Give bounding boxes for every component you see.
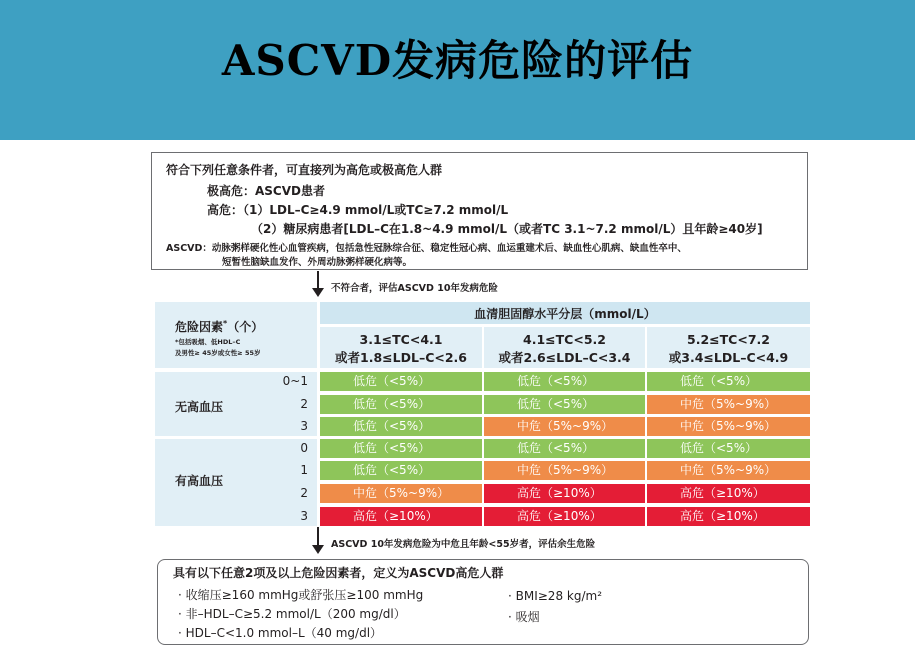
ascvd-definition-2: 短暂性脑缺血发作、外周动脉粥样硬化病等。 (222, 257, 413, 268)
risk-cell-mid: 中危（5%~9%） (647, 417, 810, 436)
arrow-2-shaft (317, 527, 319, 546)
risk-cell-low: 低危（<5%） (484, 372, 645, 391)
cholesterol-column-header (320, 327, 482, 368)
risk-list-item: · 吸烟 (508, 610, 540, 624)
column-range-tc: 5.2≤TC<7.2 (687, 332, 770, 347)
arrow-2-head (312, 545, 324, 554)
risk-factor-header: 危险因素*（个） (175, 319, 264, 334)
arrow-note-2: ASCVD 10年发病危险为中危且年龄<55岁者，评估余生危险 (331, 539, 596, 550)
risk-factor-count: 1 (300, 463, 308, 477)
group-label: 有高血压 (175, 474, 224, 488)
risk-factor-note-2: 及男性≥ 45岁或女性≥ 55岁 (175, 349, 261, 357)
column-range-tc: 3.1≤TC<4.1 (359, 332, 443, 347)
high-risk-line-2: （2）糖尿病患者[LDL–C在1.8~4.9 mmol/L（或者TC 3.1~7.2 mmol/L）且年龄≥40岁] (251, 222, 763, 236)
risk-cell-low: 低危（<5%） (320, 439, 482, 458)
column-range-ldl: 或3.4≤LDL–C<4.9 (668, 350, 789, 365)
high-risk-line-1: 高危：（1）LDL–C≥4.9 mmol/L或TC≥7.2 mmol/L (207, 203, 509, 217)
risk-cell-mid: 中危（5%~9%） (320, 484, 482, 503)
column-range-tc: 4.1≤TC<5.2 (523, 332, 606, 347)
arrow-note-1: 不符合者，评估ASCVD 10年发病危险 (331, 283, 498, 294)
risk-cell-high: 高危（≥10%） (320, 507, 482, 526)
risk-cell-low: 低危（<5%） (320, 395, 482, 414)
risk-cell-high: 高危（≥10%） (484, 484, 645, 503)
risk-cell-mid: 中危（5%~9%） (647, 461, 810, 480)
cholesterol-column-header (647, 327, 810, 368)
cholesterol-column-header (484, 327, 645, 368)
risk-cell-low: 低危（<5%） (647, 372, 810, 391)
risk-cell-low: 低危（<5%） (320, 417, 482, 436)
risk-factor-count: 2 (300, 486, 308, 500)
risk-cell-low: 低危（<5%） (484, 395, 645, 414)
risk-factor-count: 3 (300, 419, 308, 433)
risk-factor-count: 0 (300, 441, 308, 455)
risk-list-item: · BMI≥28 kg/m² (508, 589, 603, 603)
arrow-1-shaft (317, 271, 319, 289)
page-title: ASCVD发病危险的评估 (221, 36, 694, 85)
risk-cell-high: 高危（≥10%） (484, 507, 645, 526)
risk-cell-high: 高危（≥10%） (647, 507, 810, 526)
title-banner (0, 0, 915, 140)
cholesterol-header-cell (320, 302, 810, 324)
risk-cell-mid: 中危（5%~9%） (647, 395, 810, 414)
lifetime-risk-box (157, 559, 809, 645)
risk-cell-low: 低危（<5%） (484, 439, 645, 458)
risk-list-item: · 非–HDL–C≥5.2 mmol/L（200 mg/dl） (178, 607, 406, 621)
column-range-ldl: 或者1.8≤LDL–C<2.6 (335, 350, 467, 365)
risk-list-item: · 收缩压≥160 mmHg或舒张压≥100 mmHg (178, 588, 424, 602)
direct-criteria-box (151, 152, 808, 270)
risk-factor-note-1: *包括吸烟、低HDL–C (175, 338, 241, 346)
lifetime-heading: 具有以下任意2项及以上危险因素者，定义为ASCVD高危人群 (173, 566, 504, 580)
risk-cell-mid: 中危（5%~9%） (484, 461, 645, 480)
risk-cell-high: 高危（≥10%） (647, 484, 810, 503)
group-label: 无高血压 (175, 400, 224, 414)
risk-cell-low: 低危（<5%） (320, 372, 482, 391)
risk-cell-low: 低危（<5%） (320, 461, 482, 480)
column-range-ldl: 或者2.6≤LDL–C<3.4 (498, 350, 631, 365)
risk-cell-mid: 中危（5%~9%） (484, 417, 645, 436)
criteria-heading: 符合下列任意条件者，可直接列为高危或极高危人群 (166, 163, 443, 177)
risk-cell-low: 低危（<5%） (647, 439, 810, 458)
arrow-1-head (312, 288, 324, 297)
risk-factor-count: 0~1 (282, 374, 308, 388)
ascvd-definition-1: ASCVD：动脉粥样硬化性心血管疾病，包括急性冠脉综合征、稳定性冠心病、血运重建术后、缺血性心肌病、缺血性卒中、 (166, 243, 687, 254)
very-high-risk-line: 极高危：ASCVD患者 (207, 184, 325, 198)
cholesterol-header: 血清胆固醇水平分层（mmol/L） (474, 307, 656, 321)
risk-factor-header-cell (155, 302, 317, 368)
risk-list-item: · HDL–C<1.0 mmol–L（40 mg/dl） (178, 626, 383, 640)
risk-factor-count: 3 (300, 509, 308, 523)
risk-factor-count: 2 (300, 397, 308, 411)
